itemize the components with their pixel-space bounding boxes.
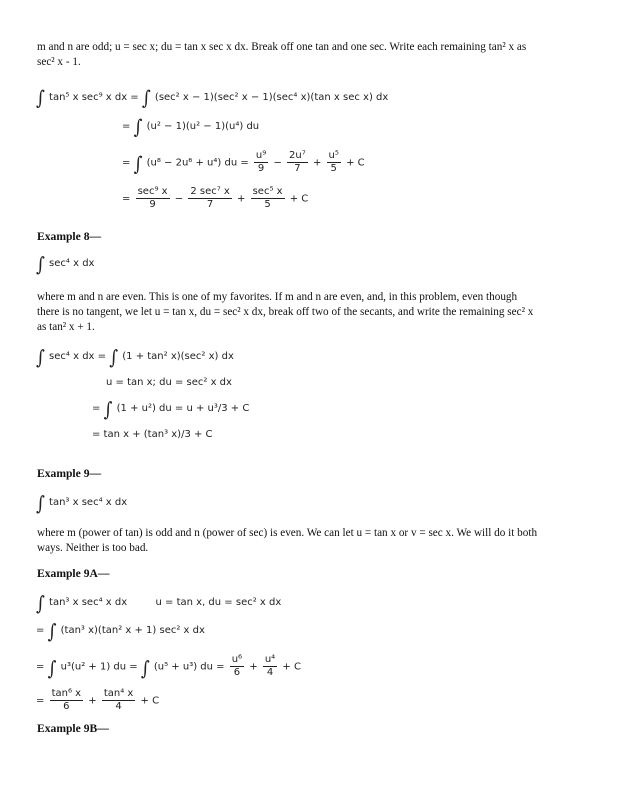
- integral-sign: ∫: [36, 87, 45, 111]
- ex9a-eq-line-3: = ∫ u³(u² + 1) du = ∫ (u⁵ + u³) du = $\frac{\text{u⁶}}{6}$ + $\frac{\text{u⁴}}{4}$ + C: [36, 654, 301, 680]
- example-8-heading: Example 8—: [37, 230, 102, 243]
- numerator: u⁶: [231, 654, 243, 665]
- ex8-eq-line-1: ∫ sec⁴ x dx = ∫ (1 + tan² x)(sec² x) dx: [36, 346, 234, 370]
- ex9a-eq-line-1: ∫ tan³ x sec⁴ x dx u = tan x, du = sec² x dx: [36, 592, 282, 616]
- ex7-eq-line-1: ∫ tan⁵ x sec⁹ x dx = ∫ (sec² x − 1)(sec² x − 1)(sec⁴ x)(tan x sec x) dx: [36, 87, 389, 111]
- numerator: sec⁹ x: [137, 186, 168, 197]
- fraction: [136, 186, 170, 211]
- denominator: 9: [257, 163, 265, 174]
- fraction: [327, 150, 341, 175]
- numerator: 2u⁷: [289, 150, 306, 161]
- ex8-eq-line-4: = tan x + (tan³ x)/3 + C: [92, 429, 213, 440]
- ex7-eq-line-4: = $\frac{\text{sec⁹ x}}{9}$ − $\frac{\text{2 sec⁷ x}}{7}$ + $\frac{\text{sec⁵ x}}{5}$ + C: [122, 186, 309, 210]
- ex8-eq-line-2: u = tan x; du = sec² x dx: [106, 377, 232, 388]
- denominator: 5: [264, 199, 271, 210]
- ex9-text-line-2: ways. Neither is too bad.: [37, 542, 149, 554]
- example-9-heading: Example 9—: [37, 467, 102, 480]
- intro-line-2: sec² x - 1.: [37, 56, 81, 68]
- fraction: [251, 186, 285, 211]
- example-9b-heading: Example 9B—: [37, 722, 109, 735]
- denominator: 9: [149, 199, 156, 210]
- numerator: u⁴: [264, 654, 276, 665]
- numerator: 2 sec⁷ x: [190, 186, 230, 197]
- numerator: tan⁶ x: [51, 688, 82, 699]
- integral-sign: ∫: [47, 657, 57, 680]
- numerator: u⁹: [255, 150, 267, 161]
- ex8-eq-line-3: = ∫ (1 + u²) du = u + u³/3 + C: [92, 398, 250, 422]
- integral-sign: ∫: [133, 116, 143, 140]
- integral-sign: ∫: [109, 346, 119, 370]
- integral-sign: ∫: [103, 398, 113, 422]
- integral-sign: ∫: [36, 492, 45, 516]
- integral-sign: ∫: [36, 346, 45, 370]
- ex9a-eq-line-2: = ∫ (tan³ x)(tan² x + 1) sec² x dx: [36, 620, 205, 644]
- fraction: [230, 654, 244, 679]
- ex8-text-line-3: as tan² x + 1.: [37, 321, 95, 333]
- intro-line-1: m and n are odd; u = sec x; du = tan x sec x dx. Break off one tan and one sec. Write each remaining tan² x as: [37, 41, 527, 53]
- fraction: [102, 688, 136, 713]
- denominator: 6: [63, 701, 70, 712]
- fraction: [263, 654, 277, 679]
- integral-sign: ∫: [141, 87, 151, 111]
- integral-sign: ∫: [140, 657, 150, 680]
- example-9a-heading: Example 9A—: [37, 567, 110, 580]
- numerator: u⁵: [328, 150, 339, 161]
- ex8-text-line-2: there is no tangent, we let u = tan x, du = sec² x dx, break off two of the secants, and write the remaining sec² x: [37, 306, 534, 318]
- fraction: [287, 150, 308, 175]
- denominator: 7: [206, 199, 214, 210]
- ex9-text-line-1: where m (power of tan) is odd and n (power of sec) is even. We can let u = tan x or v = sec x. We will do it both: [37, 527, 538, 539]
- integral-sign: ∫: [133, 153, 143, 176]
- ex8-text-line-1: where m and n are even. This is one of my favorites. If m and n are even, and, in this problem, even though: [37, 291, 518, 303]
- ex7-eq-line-2: = ∫ (u² − 1)(u² − 1)(u⁴) du: [122, 116, 260, 140]
- fraction: [254, 150, 268, 175]
- numerator: sec⁵ x: [252, 186, 283, 197]
- numerator: tan⁴ x: [103, 688, 134, 699]
- integral-sign: ∫: [36, 253, 45, 277]
- denominator: 7: [294, 163, 301, 174]
- denominator: 4: [266, 667, 274, 678]
- integral-sign: ∫: [47, 620, 57, 644]
- denominator: 6: [233, 667, 241, 678]
- fraction: [50, 688, 84, 713]
- ex9a-eq-line-4: = $\frac{\text{tan⁶ x}}{6}$ + $\frac{\text{tan⁴ x}}{4}$ + C: [36, 688, 160, 712]
- integral-sign: ∫: [36, 592, 45, 616]
- ex7-eq-line-3: = ∫ (u⁸ − 2u⁶ + u⁴) du = $\frac{\text{u⁹}}{9}$ − $\frac{\text{2u⁷}}{7}$ + $\frac{\text{u⁵}}{5}$ + C: [122, 150, 365, 176]
- fraction: [188, 186, 232, 211]
- denominator: 4: [115, 701, 122, 712]
- ex9-integral: ∫ tan³ x sec⁴ x dx: [36, 492, 128, 516]
- ex8-integral: ∫ sec⁴ x dx: [36, 253, 95, 277]
- denominator: 5: [330, 163, 337, 174]
